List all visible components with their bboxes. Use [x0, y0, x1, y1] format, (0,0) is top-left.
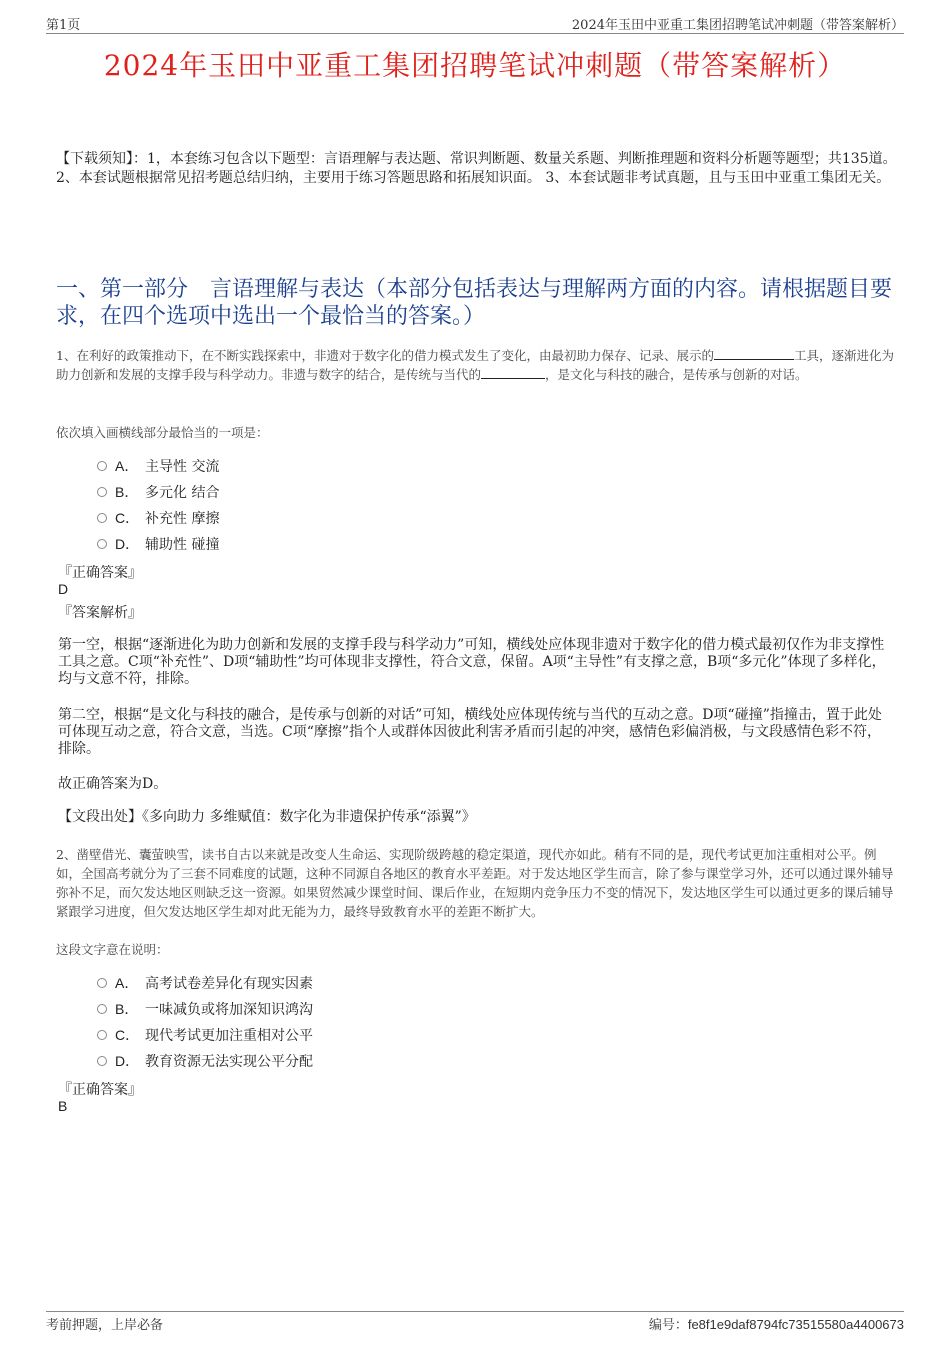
page-header [46, 13, 904, 34]
question-1-option-a[interactable] [97, 456, 219, 476]
option-text: 教育资源无法实现公平分配 [145, 1054, 313, 1070]
option-text: 多元化 结合 [145, 485, 220, 501]
document-code-value: fe8f1e9daf8794fc73515580a4400673 [687, 1317, 904, 1332]
option-letter: A． [115, 975, 139, 991]
radio-icon[interactable] [97, 513, 107, 523]
question-1-option-c[interactable] [97, 508, 219, 528]
download-notice: 【下载须知】：1，本套练习包含以下题型：言语理解与表达题、常识判断题、数量关系题、判断推理题和资料分析题等题型；共135道。 2、本套试题根据常见招考题总结归纳，主要用于练习答题思路和拓展知识面。 3、本套试题非考试真题，且与玉田中亚重工集团无关。 [56, 151, 897, 186]
section-title: 一、第一部分 言语理解与表达（本部分包括表达与理解两方面的内容。请根据题目要求，在四个选项中选出一个最恰当的答案。） [56, 277, 893, 329]
radio-icon[interactable] [97, 1004, 107, 1014]
blank-2 [481, 378, 545, 379]
question-2-instruction: 这段文字意在说明： [56, 942, 169, 957]
option-letter: D． [115, 1053, 140, 1069]
analysis-paragraph-2: 第二空，根据“是文化与科技的融合，是传承与创新的对话”可知，横线处应体现传统与当代的互动之意。D项“碰撞”指撞击，置于此处可体现互动之意，符合文意，当选。C项“摩擦”指个人或群体因彼此利害矛盾而引起的冲突，感情色彩偏消极，与文段感情色彩不符，排除。 [58, 707, 882, 757]
document-code [649, 1314, 904, 1333]
question-1-analysis-label: 『答案解析』 [58, 605, 142, 621]
analysis-paragraph-1: 第一空，根据“逐渐进化为助力创新和发展的支撑手段与科学动力”可知，横线处应体现非遗对于数字化的借力模式最初仅作为非支撑性工具之意。C项“补充性”、D项“辅助性”均可体现非支撑性，符合文意，保留。A项“主导性”有支撑之意，B项“多元化”体现了多样化，均与文意不符，排除。 [58, 637, 886, 687]
radio-icon[interactable] [97, 1030, 107, 1040]
option-letter: D． [115, 536, 140, 552]
option-letter: B． [115, 1001, 139, 1017]
page-number: 第1页 [46, 18, 81, 33]
footer-slogan: 考前押题，上岸必备 [46, 1318, 164, 1333]
question-2-text: 2、凿壁借光、囊萤映雪，读书自古以来就是改变人生命运、实现阶级跨越的稳定渠道，现代亦如此。稍有不同的是，现代考试更加注重相对公平。例如，全国高考就分为了三套不同难度的试题，这种不同源自各地区的教育水平差距。对于发达地区学生而言，除了参与课堂学习外，还可以通过课外辅导弥补不足，而欠发达地区则缺乏这一资源。如果贸然减少课堂时间、课后作业，在短期内竞争压力不变的情况下，发达地区学生可以通过更多的课后辅导紧跟学习进度，但欠发达地区学生却对此无能为力，最终导致教育水平的差距不断扩大。 [56, 847, 894, 919]
question-2-option-c[interactable] [97, 1025, 313, 1045]
option-text: 现代考试更加注重相对公平 [145, 1028, 313, 1044]
option-letter: B． [115, 484, 139, 500]
passage-source: 【文段出处】《多向助力 多维赋值：数字化为非遗保护传承“添翼”》 [58, 809, 476, 825]
question-1-option-b[interactable] [97, 482, 219, 502]
question-1-option-d[interactable] [97, 534, 219, 554]
radio-icon[interactable] [97, 539, 107, 549]
question-1-text-part-a: 1、在利好的政策推动下，在不断实践探索中，非遗对于数字化的借力模式发生了变化，由最初助力保存、记录、展示的 [56, 348, 714, 363]
radio-icon[interactable] [97, 978, 107, 988]
blank-1 [714, 359, 794, 360]
document-code-label: 编号： [648, 1318, 688, 1333]
question-2-answer-label: 『正确答案』 [58, 1082, 142, 1098]
option-letter: C． [115, 510, 140, 526]
question-1-text-part-c: ，是文化与科技的融合，是传承与创新的对话。 [545, 367, 808, 382]
option-text: 主导性 交流 [145, 459, 220, 475]
question-1-instruction: 依次填入画横线部分最恰当的一项是： [56, 425, 269, 440]
question-2-option-b[interactable] [97, 999, 313, 1019]
question-1-answer-label: 『正确答案』 [58, 565, 142, 581]
option-letter: C． [115, 1027, 140, 1043]
analysis-conclusion: 故正确答案为D。 [58, 776, 168, 792]
question-1-answer: D [58, 581, 69, 597]
option-letter: A． [115, 458, 139, 474]
question-2-option-a[interactable] [97, 973, 313, 993]
radio-icon[interactable] [97, 487, 107, 497]
radio-icon[interactable] [97, 461, 107, 471]
radio-icon[interactable] [97, 1056, 107, 1066]
question-2-option-d[interactable] [97, 1051, 313, 1071]
header-doc-title: 2024年玉田中亚重工集团招聘笔试冲刺题（带答案解析） [571, 18, 904, 33]
page-footer [46, 1311, 904, 1336]
option-text: 高考试卷差异化有现实因素 [145, 976, 313, 992]
option-text: 一味减负或将加深知识鸿沟 [145, 1002, 313, 1018]
option-text: 辅助性 碰撞 [145, 537, 220, 553]
question-1-text-part-b: 工具，逐渐进化为助力创新和发展的支撑手段与科学动力。非遗与数字的结合，是传统与当代的 [56, 348, 894, 382]
question-2-answer: B [58, 1098, 68, 1114]
document-title: 2024年玉田中亚重工集团招聘笔试冲刺题（带答案解析） [103, 49, 847, 82]
option-text: 补充性 摩擦 [145, 511, 220, 527]
question-1-text [56, 346, 901, 384]
